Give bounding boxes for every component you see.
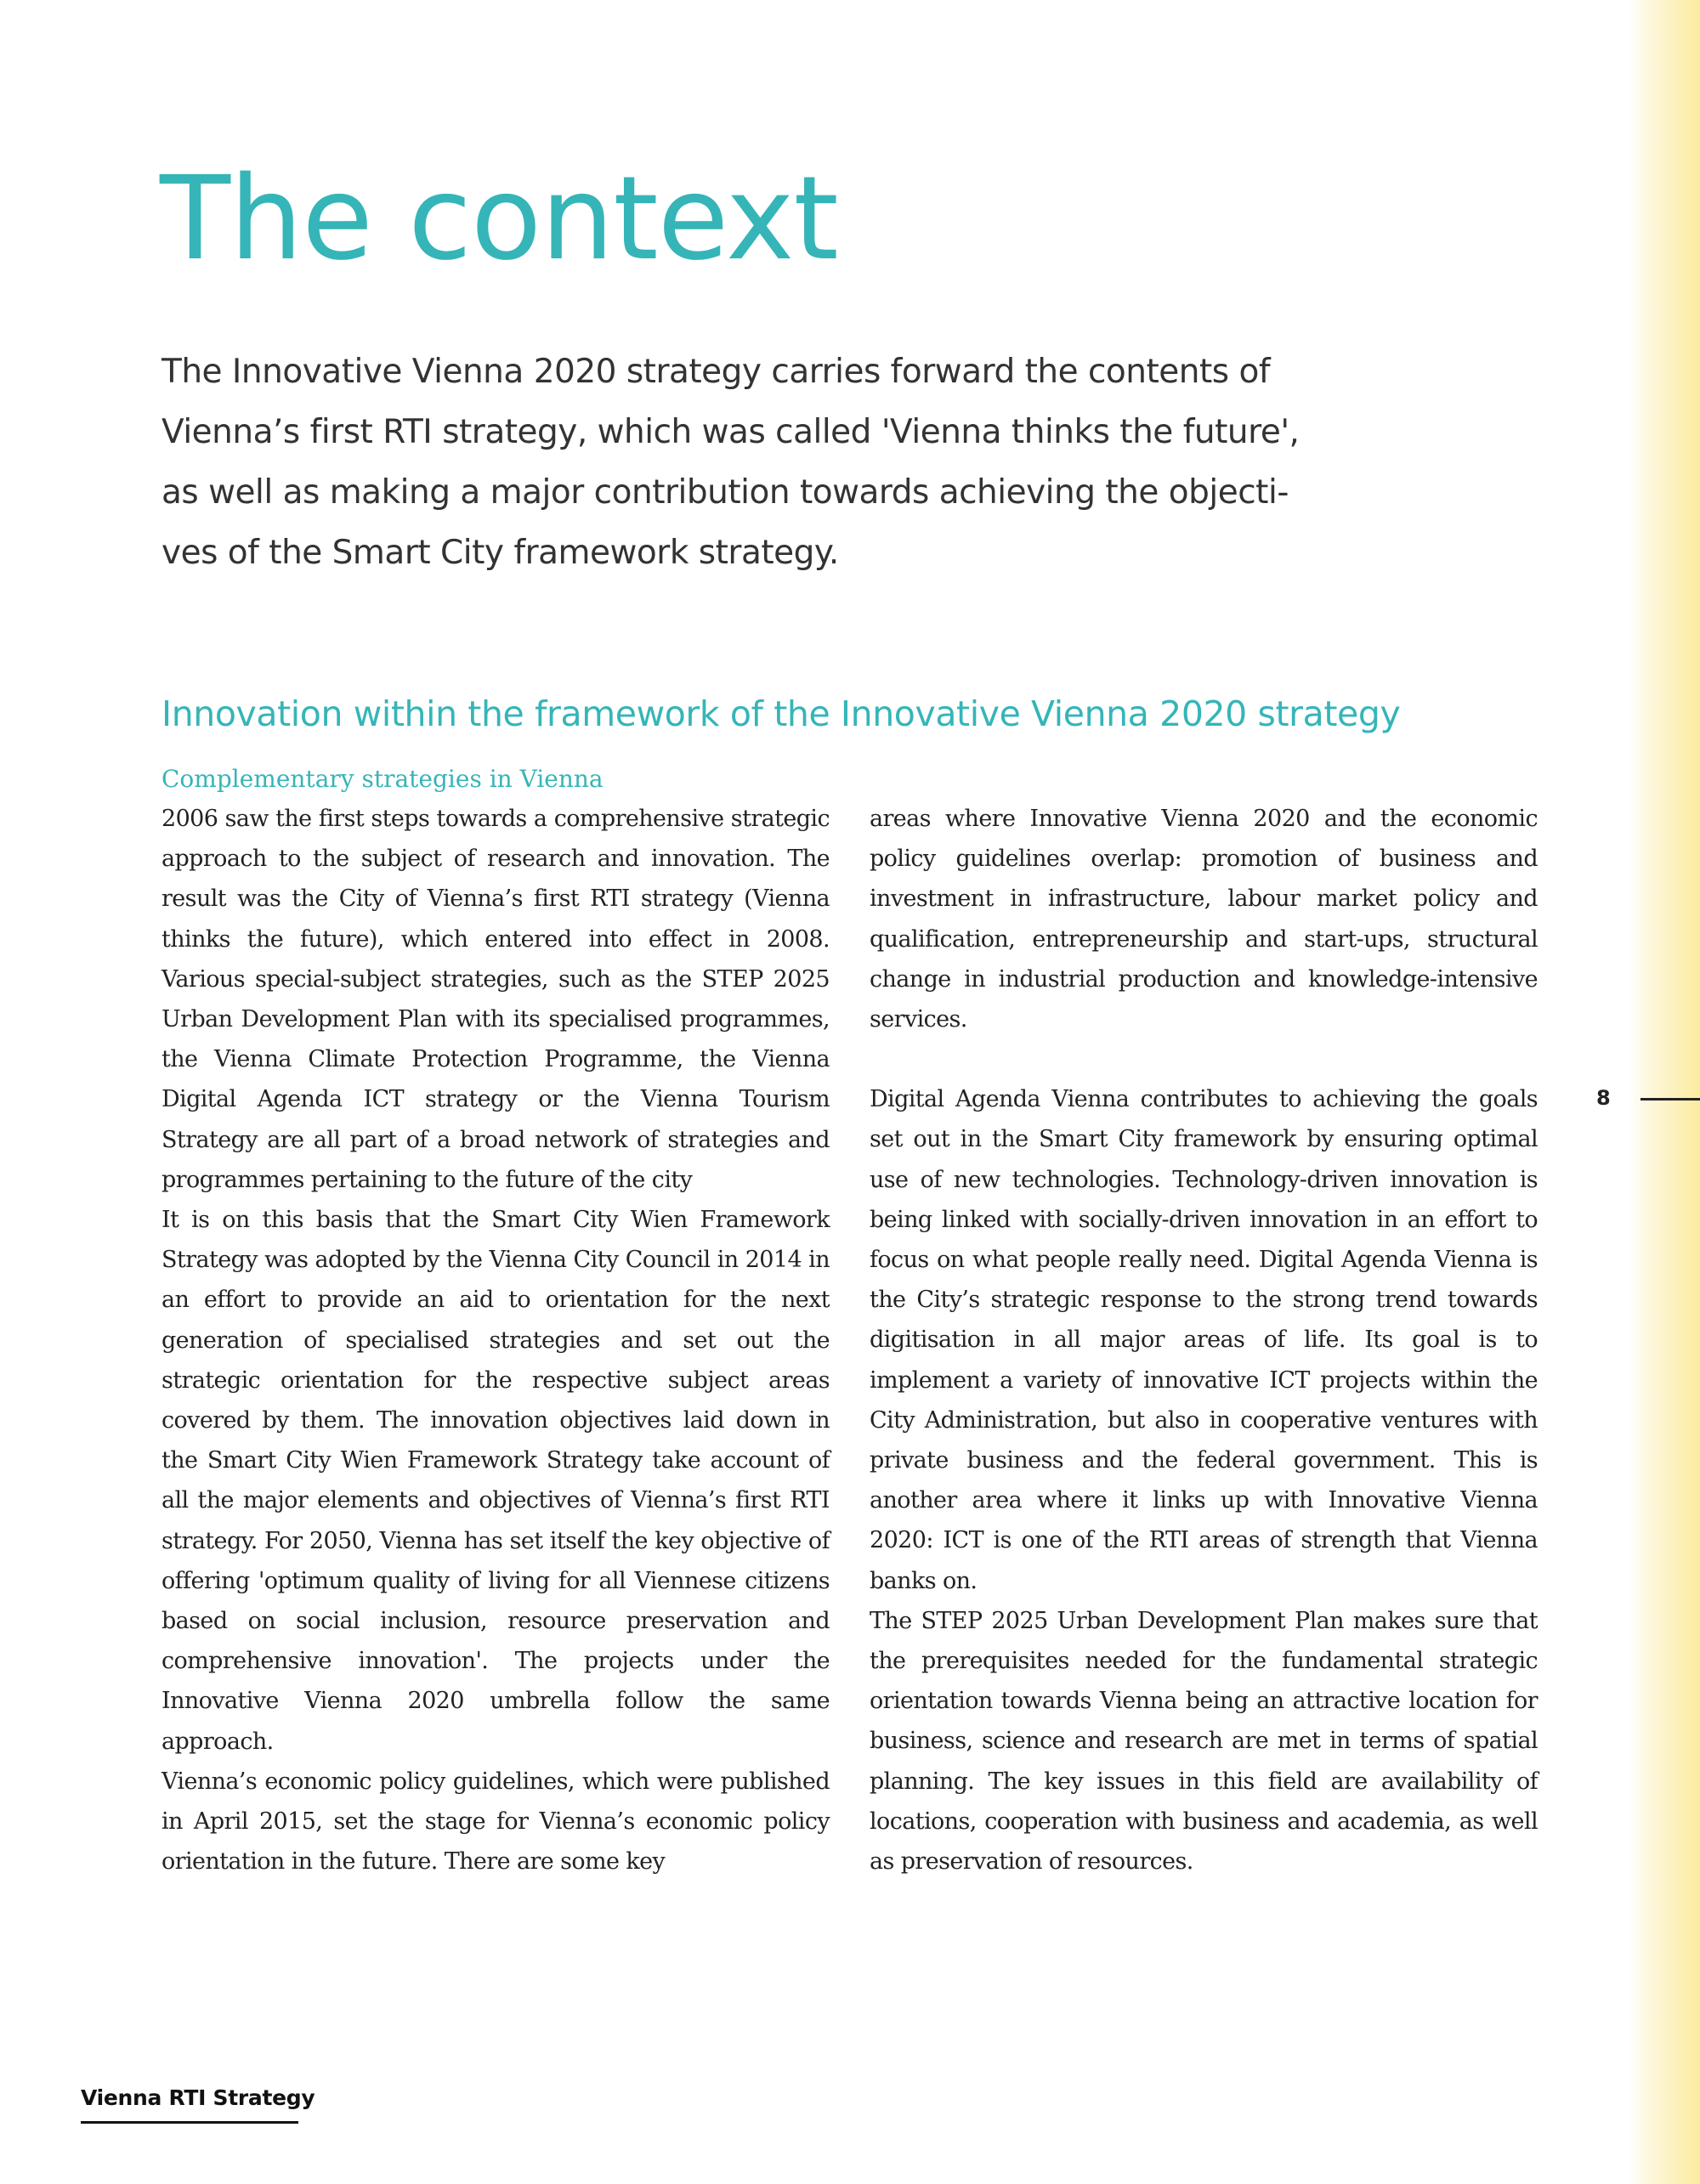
page-number-rule [1640,1098,1700,1100]
body-paragraph: Digital Agenda Vienna contributes to achieving the goals set out in the Smart City framework by ensuring optimal use of new technologies. Technology-driven innovation is being linked with socially-driven innovation in an effort to focus on what people really need. Digital Agenda Vienna is the City’s strategic response to the strong trend towards digitisation in all major areas of life. Its goal is to implement a variety of innovative ICT projects within the City Administration, but also in cooperative ventures with private business and the federal government. This is another area where it links up with Innovative Vienna 2020: ICT is one of the RTI areas of strength that Vienna banks on. [870,1086,1538,1594]
section-heading: Innovation within the framework of the Innovative Vienna 2020 strategy [162,693,1401,734]
page-number: 8 [1596,1086,1611,1110]
footer-rule [81,2121,298,2124]
body-paragraph: areas where Innovative Vienna 2020 and the economic policy guidelines overlap: promotion of business and investment in infrastructure, labour market policy and qualification, entrepreneurship and start-ups, structural change in industrial production and knowledge-intensive services. [870,806,1538,1033]
body-paragraph: It is on this basis that the Smart City Wien Framework Strategy was adopted by the Vienna City Council in 2014 in an effort to provide an aid to orientation for the next generation of specialised strategies and set out the strategic orientation for the respective subject areas covered by them. The innovation objectives laid down in the Smart City Wien Framework Strategy take account of all the major elements and objectives of Vienna’s first RTI strategy. For 2050, Vienna has set itself the key objective of offering 'optimum quality of living for all Viennese citizens based on social inclusion, resource preservation and comprehensive innovation'. The projects under the Innovative Vienna 2020 umbrella follow the same approach. [162,1207,830,1755]
intro-paragraph: The Innovative Vienna 2020 strategy carries forward the contents of Vienna’s first RTI strategy, which was called 'Vienna thinks the future', as well as making a major contribution towards achieving the objectives of the Smart City framework strategy. [162,353,1300,572]
sub-heading: Complementary strategies in Vienna [162,765,604,793]
page-title: The context [160,152,838,286]
right-text-column [870,799,1538,1881]
body-paragraph: 2006 saw the first steps towards a comprehensive strategic approach to the subject of research and innovation. The result was the City of Vienna’s first RTI strategy (Vienna thinks the future), which entered into effect in 2008. Various special-subject strategies, such as the STEP 2025 Urban Development Plan with its specialised programmes, the Vienna Climate Protection Programme, the Vienna Digital Agenda ICT strategy or the Vienna Tourism Strategy are all part of a broad network of strategies and programmes pertaining to the future of the city [162,806,830,1193]
footer-label: Vienna RTI Strategy [81,2085,315,2110]
left-text-column [162,799,830,1881]
body-paragraph: Vienna’s economic policy guidelines, which were published in April 2015, set the stage for Vienna’s economic policy orientation in the future. There are some key [162,1768,830,1876]
body-paragraph: The STEP 2025 Urban Development Plan makes sure that the prerequisites needed for the fundamental strategic orientation towards Vienna being an attractive location for business, science and research are met in terms of spatial planning. The key issues in this field are availability of locations, cooperation with business and academia, as well as preservation of resources. [870,1607,1538,1876]
